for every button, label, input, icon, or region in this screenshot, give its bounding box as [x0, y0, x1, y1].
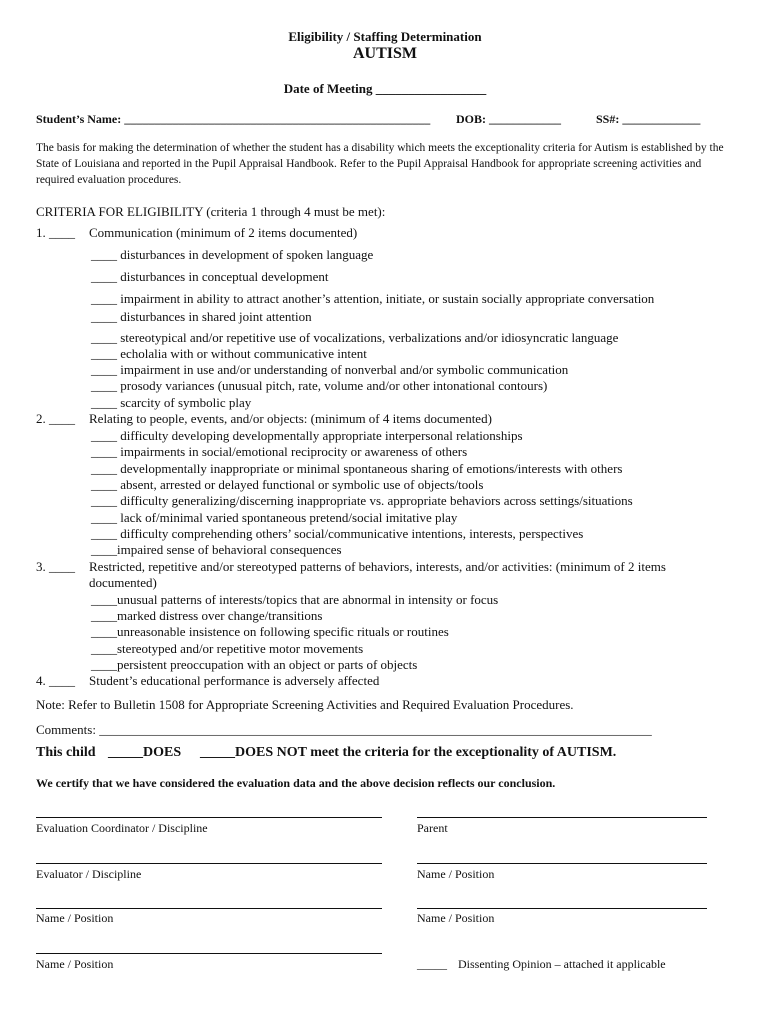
criterion-1-item[interactable]: ____ prosody variances (unusual pitch, rate, volume and/or other intonational contours)	[91, 378, 548, 393]
criterion-3-item[interactable]: ____unusual patterns of interests/topics that are abnormal in intensity or focus	[91, 592, 499, 607]
signature-caption: Name / Position	[417, 867, 495, 881]
bulletin-note: Note: Refer to Bulletin 1508 for Appropriate Screening Activities and Required Evaluation Procedures.	[36, 697, 574, 712]
ss-field[interactable]: SS#: _____________	[596, 112, 701, 126]
criteria-heading: CRITERIA FOR ELIGIBILITY (criteria 1 through 4 must be met):	[36, 204, 386, 219]
criterion-3-checkbox[interactable]: 3. ____	[36, 559, 75, 574]
signature-caption: Evaluator / Discipline	[36, 867, 142, 881]
decision-label: This child	[36, 745, 96, 760]
criterion-2-item[interactable]: ____ absent, arrested or delayed functional or symbolic use of objects/tools	[91, 477, 484, 492]
criterion-2-item[interactable]: ____ developmentally inappropriate or minimal spontaneous sharing of emotions/interests with others	[91, 461, 623, 476]
criterion-3-item[interactable]: ____unreasonable insistence on following specific rituals or routines	[91, 624, 449, 639]
signature-caption: Evaluation Coordinator / Discipline	[36, 821, 208, 835]
criterion-4-checkbox[interactable]: 4. ____	[36, 673, 75, 688]
signature-line[interactable]	[36, 863, 382, 864]
signature-caption: Name / Position	[36, 957, 114, 971]
certification-statement: We certify that we have considered the evaluation data and the above decision reflects our conclusion.	[36, 776, 556, 790]
dissent-checkbox[interactable]: _____	[417, 957, 447, 971]
criterion-1-item[interactable]: ____ disturbances in conceptual development	[91, 269, 329, 284]
criterion-4-label: Student’s educational performance is adversely affected	[89, 673, 380, 688]
criterion-2-label: Relating to people, events, and/or objects: (minimum of 4 items documented)	[89, 411, 492, 426]
criterion-1-item[interactable]: ____ disturbances in development of spoken language	[91, 247, 374, 262]
signature-caption: Name / Position	[417, 911, 495, 925]
does-option[interactable]: _____DOES	[108, 745, 182, 760]
criterion-2-item[interactable]: ____impaired sense of behavioral consequences	[91, 542, 342, 557]
intro-paragraph: The basis for making the determination of whether the student has a disability which meets the exceptionality criteria for Autism is established by the State of Louisiana and reported in the Pupil Appraisal Handbook. Refer to the Pupil Appraisal Handbook for appropriate screening activities and required evaluation procedures.	[36, 142, 724, 186]
criterion-3-item[interactable]: ____persistent preoccupation with an object or parts of objects	[91, 657, 418, 672]
criterion-2-item[interactable]: ____ impairments in social/emotional reciprocity or awareness of others	[91, 444, 468, 459]
criterion-2-item[interactable]: ____ lack of/minimal varied spontaneous pretend/social imitative play	[91, 510, 458, 525]
criterion-1-item[interactable]: ____ impairment in ability to attract another’s attention, initiate, or sustain socially appropriate conversation	[91, 291, 655, 306]
student-name-field[interactable]: Student’s Name: ___________________________________________________	[36, 112, 431, 126]
criterion-3-item[interactable]: ____marked distress over change/transitions	[91, 608, 323, 623]
criterion-2-item[interactable]: ____ difficulty comprehending others’ social/communicative intentions, interests, perspectives	[91, 526, 584, 541]
criterion-1-label: Communication (minimum of 2 items documented)	[89, 225, 358, 240]
criterion-1-checkbox[interactable]: 1. ____	[36, 225, 75, 240]
does-not-option[interactable]: _____DOES NOT meet the criteria for the exceptionality of AUTISM.	[200, 745, 617, 760]
signature-line[interactable]	[417, 908, 707, 909]
comments-field[interactable]: Comments: _____________________________________________________________________________________	[36, 722, 652, 737]
meeting-date-field[interactable]: Date of Meeting _________________	[283, 81, 487, 96]
signature-line[interactable]	[36, 953, 382, 954]
signature-caption: Parent	[417, 821, 448, 835]
dob-field[interactable]: DOB: ____________	[456, 112, 561, 126]
criterion-1-item[interactable]: ____ echolalia with or without communicative intent	[91, 346, 367, 361]
signature-line[interactable]	[417, 863, 707, 864]
signature-line[interactable]	[417, 817, 707, 818]
signature-caption: Name / Position	[36, 911, 114, 925]
criterion-1-item[interactable]: ____ disturbances in shared joint attention	[91, 309, 312, 324]
signature-line[interactable]	[36, 817, 382, 818]
criterion-1-item[interactable]: ____ stereotypical and/or repetitive use of vocalizations, verbalizations and/or idiosyncratic language	[91, 330, 619, 345]
dissent-label: Dissenting Opinion – attached it applicable	[458, 957, 666, 971]
criterion-1-item[interactable]: ____ scarcity of symbolic play	[91, 395, 252, 410]
criterion-1-item[interactable]: ____ impairment in use and/or understanding of nonverbal and/or symbolic communication	[91, 362, 569, 377]
criterion-3-label-cont: documented)	[89, 575, 157, 590]
signature-line[interactable]	[36, 908, 382, 909]
criterion-2-item[interactable]: ____ difficulty generalizing/discerning inappropriate vs. appropriate behaviors across settings/situations	[91, 493, 633, 508]
form-subtitle: AUTISM	[352, 45, 417, 62]
criterion-2-item[interactable]: ____ difficulty developing developmentally appropriate interpersonal relationships	[91, 428, 523, 443]
criterion-2-checkbox[interactable]: 2. ____	[36, 411, 75, 426]
criterion-3-label: Restricted, repetitive and/or stereotyped patterns of behaviors, interests, and/or activities: (minimum of 2 items	[89, 559, 666, 574]
form-title: Eligibility / Staffing Determination	[288, 29, 482, 44]
criterion-3-item[interactable]: ____stereotyped and/or repetitive motor movements	[91, 641, 364, 656]
